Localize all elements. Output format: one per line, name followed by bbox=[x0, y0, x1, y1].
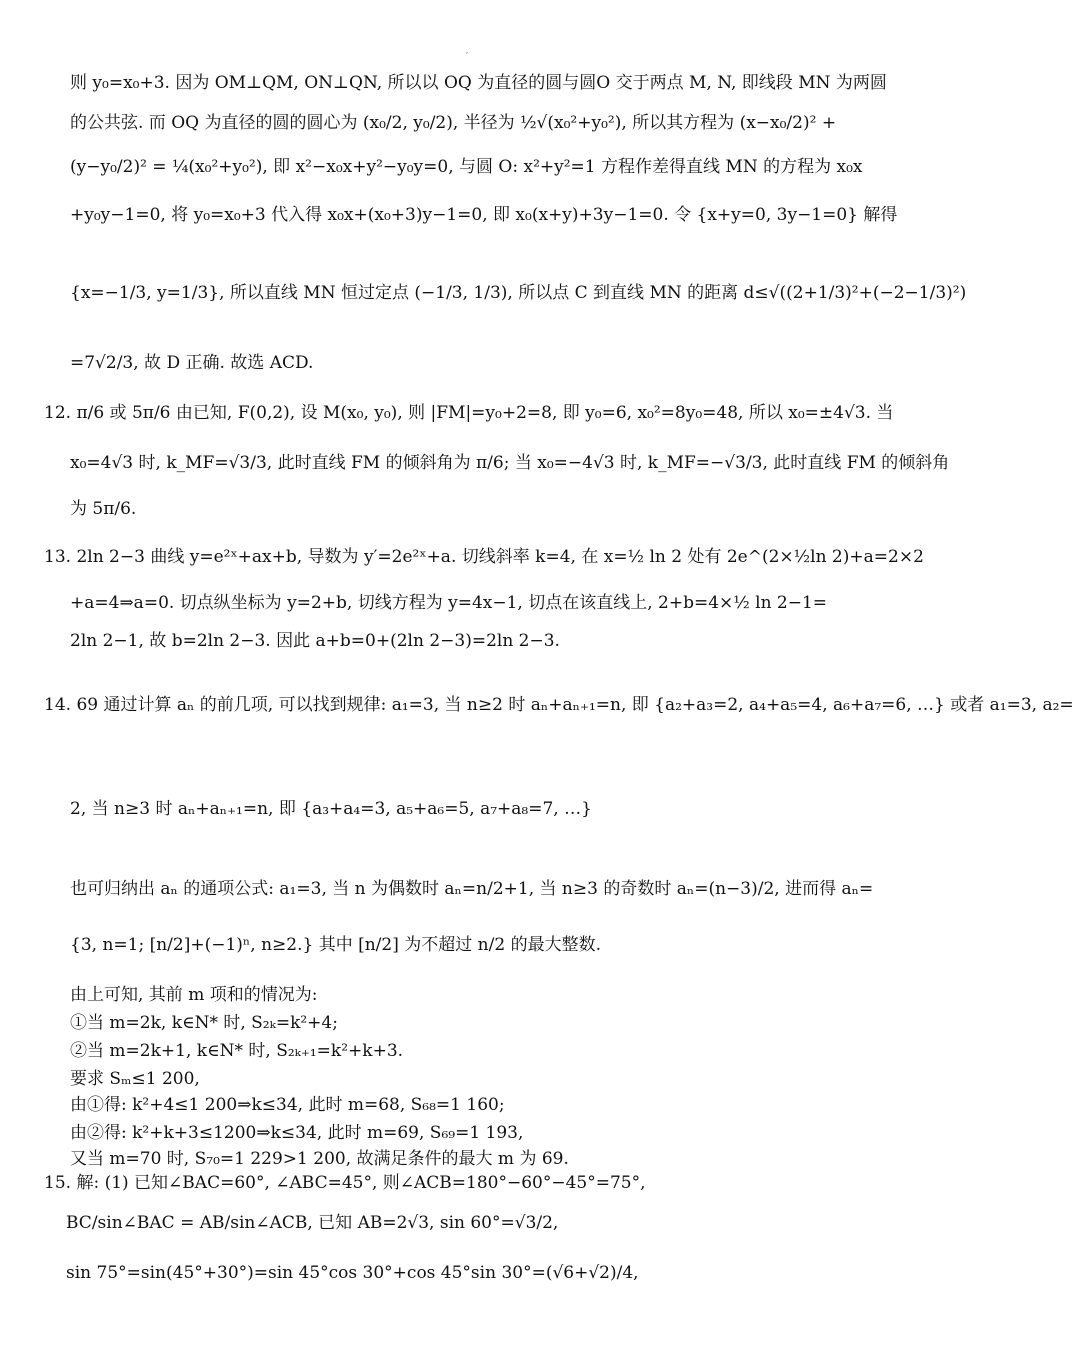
text-line: ①当 m=2k, k∈N* 时, S₂ₖ=k²+4; bbox=[70, 1013, 338, 1033]
text-line: 也可归纳出 aₙ 的通项公式: a₁=3, 当 n 为偶数时 aₙ=n/2+1, 当 n≥3 的奇数时 aₙ=(n−3)/2, 进而得 aₙ= bbox=[70, 879, 874, 899]
text-line: 由②得: k²+k+3≤1200⇒k≤34, 此时 m=69, S₆₉=1 193, bbox=[70, 1123, 524, 1143]
text-line: 13. 2ln 2−3 曲线 y=e²ˣ+ax+b, 导数为 y′=2e²ˣ+a. 切线斜率 k=4, 在 x=½ ln 2 处有 2e^(2×½ln 2)+a=2×2 bbox=[44, 547, 924, 567]
text-line: {3, n=1; [n/2]+(−1)ⁿ, n≥2.} 其中 [n/2] 为不超过 n/2 的最大整数. bbox=[70, 935, 601, 955]
text-line: 2ln 2−1, 故 b=2ln 2−3. 因此 a+b=0+(2ln 2−3)=2ln 2−3. bbox=[70, 631, 560, 651]
text-line: 的公共弦. 而 OQ 为直径的圆的圆心为 (x₀/2, y₀/2), 半径为 ½√(x₀²+y₀²), 所以其方程为 (x−x₀/2)² + bbox=[70, 113, 837, 133]
text-line: x₀=4√3 时, k_MF=√3/3, 此时直线 FM 的倾斜角为 π/6; 当 x₀=−4√3 时, k_MF=−√3/3, 此时直线 FM 的倾斜角 bbox=[70, 453, 950, 473]
text-line: 要求 Sₘ≤1 200, bbox=[70, 1069, 200, 1089]
text-line: 由①得: k²+4≤1 200⇒k≤34, 此时 m=68, S₆₈=1 160; bbox=[70, 1095, 505, 1115]
text-line: 12. π/6 或 5π/6 由已知, F(0,2), 设 M(x₀, y₀), 则 |FM|=y₀+2=8, 即 y₀=6, x₀²=8y₀=48, 所以 x₀=±4√3. 当 bbox=[44, 403, 894, 423]
text-line: 又当 m=70 时, S₇₀=1 229>1 200, 故满足条件的最大 m 为 69. bbox=[70, 1149, 569, 1169]
text-line: +y₀y−1=0, 将 y₀=x₀+3 代入得 x₀x+(x₀+3)y−1=0, 即 x₀(x+y)+3y−1=0. 令 {x+y=0, 3y−1=0} 解得 bbox=[70, 205, 898, 225]
text-line: sin 75°=sin(45°+30°)=sin 45°cos 30°+cos 45°sin 30°=(√6+√2)/4, bbox=[66, 1263, 639, 1283]
text-line: ②当 m=2k+1, k∈N* 时, S₂ₖ₊₁=k²+k+3. bbox=[70, 1041, 404, 1061]
text-line: 为 5π/6. bbox=[70, 499, 137, 519]
text-line: =7√2/3, 故 D 正确. 故选 ACD. bbox=[70, 353, 314, 373]
text-line: 15. 解: (1) 已知∠BAC=60°, ∠ABC=45°, 则∠ACB=180°−60°−45°=75°, bbox=[44, 1173, 646, 1193]
top-mark: ′ bbox=[466, 52, 469, 62]
text-line: 2, 当 n≥3 时 aₙ+aₙ₊₁=n, 即 {a₃+a₄=3, a₅+a₆=5, a₇+a₈=7, …} bbox=[70, 799, 592, 819]
text-line: 由上可知, 其前 m 项和的情况为: bbox=[70, 985, 318, 1005]
text-line: 14. 69 通过计算 aₙ 的前几项, 可以找到规律: a₁=3, 当 n≥2 时 aₙ+aₙ₊₁=n, 即 {a₂+a₃=2, a₄+a₅=4, a₆+a₇=6, …} 或者 a₁=3, a₂= bbox=[44, 695, 1074, 715]
text-line: +a=4⇒a=0. 切点纵坐标为 y=2+b, 切线方程为 y=4x−1, 切点在该直线上, 2+b=4×½ ln 2−1= bbox=[70, 593, 828, 613]
text-line: 则 y₀=x₀+3. 因为 OM⊥QM, ON⊥QN, 所以以 OQ 为直径的圆与圆O 交于两点 M, N, 即线段 MN 为两圆 bbox=[70, 73, 887, 93]
text-line: BC/sin∠BAC = AB/sin∠ACB, 已知 AB=2√3, sin 60°=√3/2, bbox=[66, 1213, 559, 1233]
text-line: {x=−1/3, y=1/3}, 所以直线 MN 恒过定点 (−1/3, 1/3), 所以点 C 到直线 MN 的距离 d≤√((2+1/3)²+(−2−1/3)²) bbox=[70, 283, 967, 303]
text-line: (y−y₀/2)² = ¼(x₀²+y₀²), 即 x²−x₀x+y²−y₀y=0, 与圆 O: x²+y²=1 方程作差得直线 MN 的方程为 x₀x bbox=[70, 157, 863, 177]
